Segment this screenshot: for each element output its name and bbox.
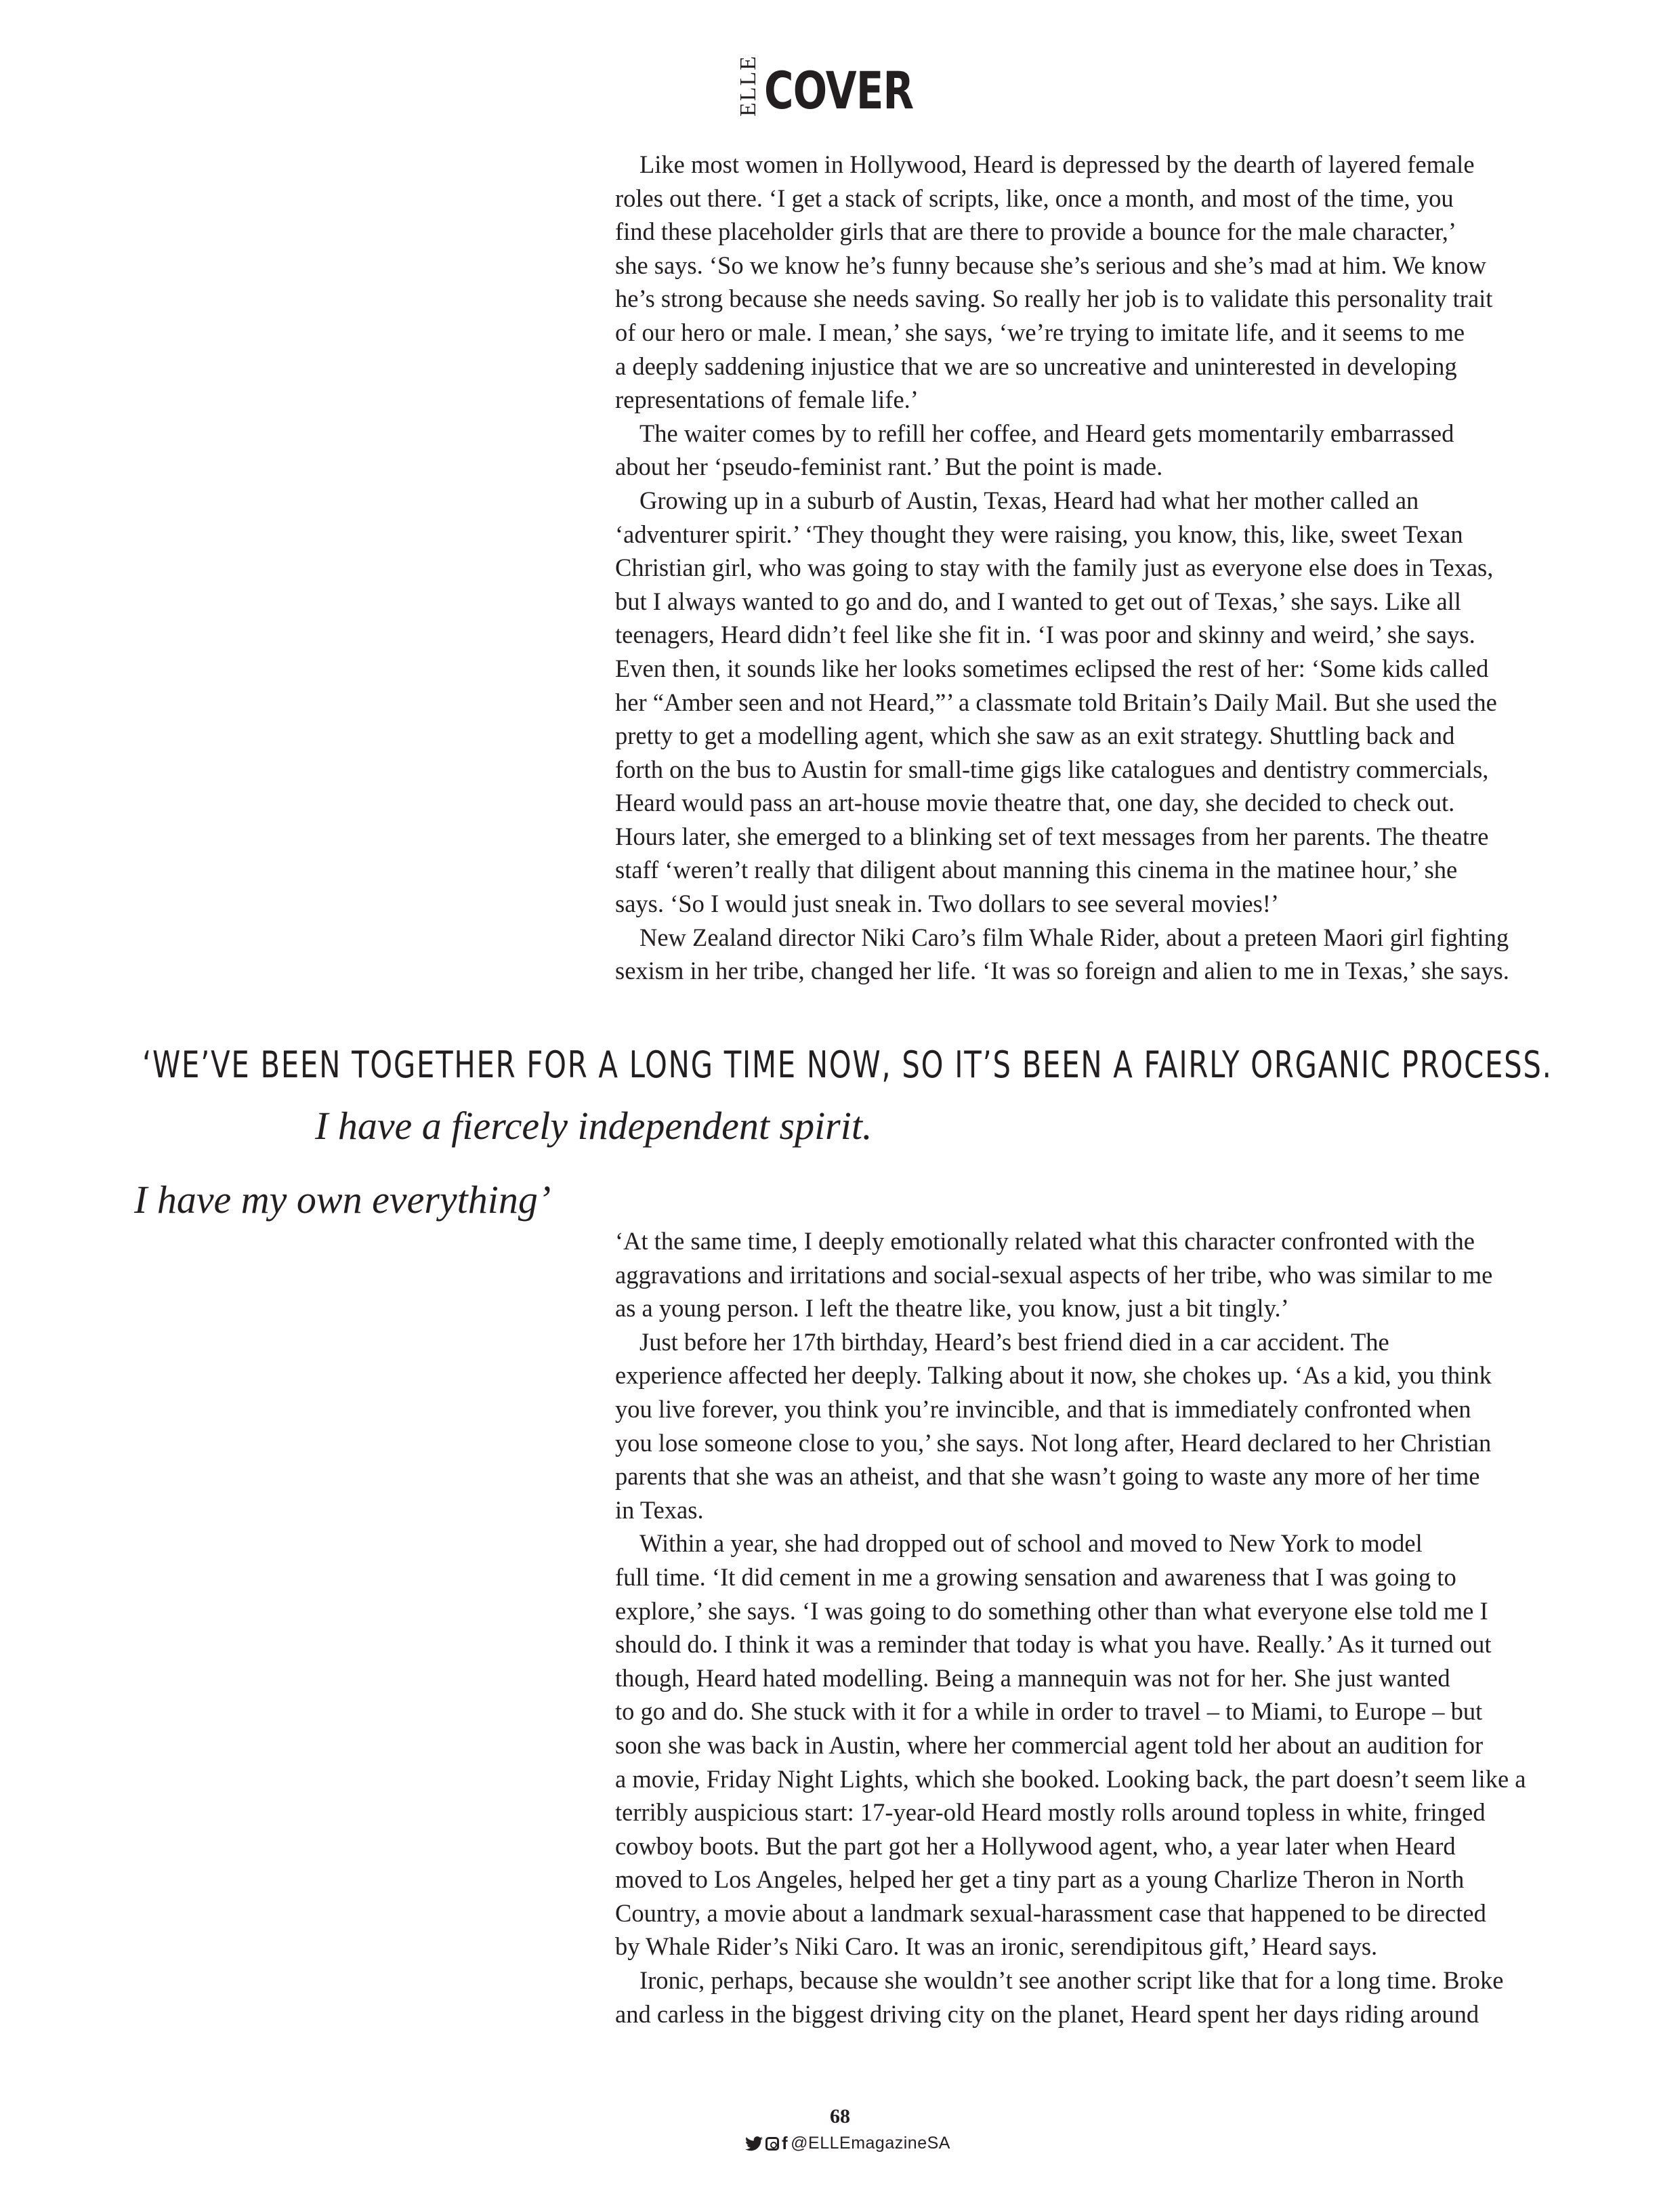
twitter-icon [745, 2136, 763, 2151]
section-title: COVER [764, 60, 914, 121]
paragraph: New Zealand director Niki Caro’s film Whale Rider, about a preteen Maori girl fighting sexism in her tribe, changed her life. ‘It was so foreign and alien to me in Texas,’ she says. [615, 923, 1509, 985]
paragraph: Within a year, she had dropped out of school and moved to New York to model full time. ‘It did cement in me a growing sensation and awareness that I was going to explore,’ she says. ‘I was going to do something other than what everyone else told me I should do. I think it was a reminder that today is what you have. Really.’ As it turned out though, Heard hated modelling. Being a mannequin was not for her. She just wanted to go and do. She stuck with it for a while in order to travel – to Miami, to Europe – but soon she was back in Austin, where her commercial agent told her about an audition for a movie, Friday Night Lights, which she booked. Looking back, the part doesn’t seem like a terribly auspicious start: 17-year-old Heard mostly rolls around topless in white, fringed cowboy boots. But the part got her a Hollywood agent, who, a year later when Heard moved to Los Angeles, helped her get a tiny part as a young Charlize Theron in North Country, a movie about a landmark sexual-harassment case that happened to be directed by Whale Rider’s Niki Caro. It was an ironic, serendipitous gift,’ Heard says. [615, 1529, 1526, 1961]
page-number: 68 [830, 2105, 850, 2128]
pull-quote-caps: ‘WE’VE BEEN TOGETHER FOR A LONG TIME NOW, SO IT’S BEEN A FAIRLY ORGANIC PROCESS. [142, 1043, 1553, 1086]
paragraph: Ironic, perhaps, because she wouldn’t see another script like that for a long time. Broke and carless in the biggest driving city on the planet, Heard spent her days riding around [615, 1966, 1504, 2028]
section-header [736, 54, 956, 121]
social-footer [745, 2133, 950, 2154]
paragraph: Growing up in a suburb of Austin, Texas, Heard had what her mother called an ‘adventurer spirit.’ ‘They thought they were raising, you know, this, like, sweet Texan Christian girl, who was going to stay with the family just as everyone else does in Texas, but I always wanted to go and do, and I wanted to get out of Texas,’ she says. Like all teenagers, Heard didn’t feel like she fit in. ‘I was poor and skinny and weird,’ she says. Even then, it sounds like her looks sometimes eclipsed the rest of her: ‘Some kids called her “Amber seen and not Heard,”’ a classmate told Britain’s Daily Mail. But she used the pretty to get a modelling agent, which she saw as an exit strategy. Shuttling back and forth on the bus to Austin for small-time gigs like catalogues and dentistry commercials, Heard would pass an art-house movie theatre that, one day, she decided to check out. Hours later, she emerged to a blinking set of text messages from her parents. The theatre staff ‘weren’t really that diligent about manning this cinema in the matinee hour,’ she says. ‘So I would just sneak in. Two dollars to see several movies!’ [615, 486, 1497, 918]
paragraph: ‘At the same time, I deeply emotionally related what this character confronted with the aggravations and irritations and social-sexual aspects of her tribe, who was similar to me as a young person. I left the theatre like, you know, just a bit tingly.’ [615, 1227, 1493, 1323]
pull-quote-line-2: I have a fiercely independent spirit. [315, 1104, 873, 1148]
paragraph: Just before her 17th birthday, Heard’s best friend died in a car accident. The experience affected her deeply. Talking about it now, she chokes up. ‘As a kid, you think you live forever, you think you’re invincible, and that is immediately confronted when you lose someone close to you,’ she says. Not long after, Heard declared to her Christian parents that she was an atheist, and that she wasn’t going to waste any more of her time in Texas. [615, 1327, 1492, 1524]
paragraph: Like most women in Hollywood, Heard is depressed by the dearth of layered female roles out there. ‘I get a stack of scripts, like, once a month, and most of the time, you find these placeholder girls that are there to provide a bounce for the male character,’ she says. ‘So we know he’s funny because she’s serious and she’s mad at him. We know he’s strong because she needs saving. So really her job is to validate this personality trait of our hero or male. I mean,’ she says, ‘we’re trying to imitate life, and it seems to me a deeply saddening injustice that we are so uncreative and uninterested in developing representations of female life.’ [615, 150, 1493, 414]
facebook-icon: f [782, 2133, 789, 2153]
social-handle: @ELLEmagazineSA [791, 2134, 950, 2153]
article-column-top [615, 148, 1530, 988]
pull-quote-line-3: I have my own everything’ [134, 1178, 551, 1222]
elle-logo: ELLE [736, 54, 761, 117]
article-column-bottom [615, 1224, 1530, 2031]
instagram-icon [765, 2137, 779, 2151]
paragraph: The waiter comes by to refill her coffee, and Heard gets momentarily embarrassed about her ‘pseudo-feminist rant.’ But the point is made. [615, 419, 1454, 481]
